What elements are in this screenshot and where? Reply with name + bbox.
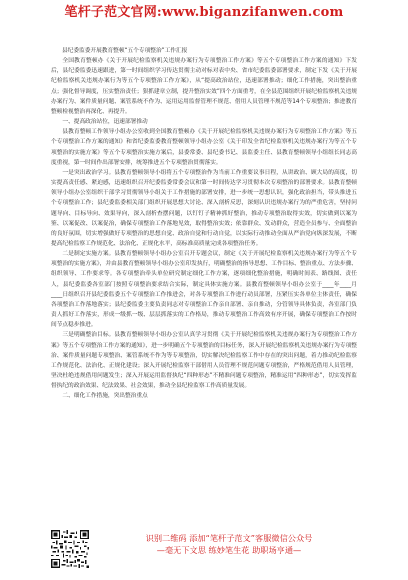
footer [51, 530, 357, 570]
body-paragraph: 二是制定实施方案。县教育整顿领导小组办公室召开专题会议，制定《关于开展纪检监察机关违规办案行为等五个专项整治的实施方案》，并由县教育整顿领导小组办公室印发执行，明确整治的指导思想、工作目标、整治重点、方法步骤、组织领导、工作要求等。各专项整治牵头单位研究制定细化工作方案，逐项细化整治措施，明确时间表、路线图、责任人，县纪委监委各室部门按照专项整治要求结合实际，制定具体实施方案。县教育整顿领导小组办公室于____年____月____日组织召开县纪委监委五个专项整治工作推进会，对各专项整治工作进行动员部署，压紧压实各单位主体责任，确保各项整治工作落地落实；县纪委监委主要负责同志对专项整治工作亲自部署、亲自推动，分管领导具体负责，各室部门负责人抓好工作落实，形成一级抓一级、层层抓落实的工作格局，推动专项整治工作高效有序开展，确保专项整治工作按时间节点稳步推进。 [51, 251, 357, 329]
document-paragraphs [51, 56, 357, 401]
banner-text: 笔杆子范文官网:www.biganzifanwen.com [64, 5, 344, 20]
document-title: 县纪委监委开展教育整顿“五个专项整治”工作汇报 [62, 48, 188, 54]
document-body [51, 46, 357, 401]
section-heading: 一、提高政治站位，迅速部署推动 [62, 119, 148, 126]
footer-line-2: —毫无下文思 练妙笔生花 助职场亨通— [156, 544, 302, 555]
body-paragraph: 三是明确整治目标。县教育整顿领导小组办公室认真学习贯彻《关于开展纪检监察机关违规办案行为专项整治工作方案》等五个专项整治工作方案的通知》，进一步明确五个专项整治的目标任务，深入开展纪检监察机关违规办案行为专项整治、案件质量问题专项整治、案管系统不作为等专项整治，切实解决纪检监察工作中存在的突出问题，着力推动纪检监察工作规范化、法治化、正规化建设；深入开展纪检监察干部借用人员管理不规范问题专项整治，严格规范借用人员管理，坚决杜绝违规借用问题发生；深入开展运用监督执纪“四种形态”不精准问题专项整治，精准运用“四种形态”，切实发挥监督执纪的政治效果、纪法效果、社会效果，推动全县纪检监察工作高质量发展。 [51, 332, 357, 390]
site-banner [0, 0, 408, 24]
body-paragraph: 一是突出政治学习。县教育整顿领导小组将五个专项整治作为当前工作重要议事日程，从讲政治、顾大局的高度，切实提高责任感、紧迫感，迅速组织召开纪委监委常委会议和第一时间传达学习贯彻本次专项整治的部署要求。县教育整顿领导小组办公室组织干部学习贯彻领导小组关于工作措施的部署安排，进一步统一思想认识，强化政治担当，带头推进五个专项整治工作；县纪委监委相关部门组织开展思想大讨论、深入剖析反思，深刻认识违规办案行为的严重危害，坚持问题导向、目标导向、效果导向，深入剖析查摆问题，以钉钉子精神抓好整治，推动专项整治取得实效，切实做到以案为鉴、以案促改、以案促治，确保专项整治工作落地见效，取得整治实效；依靠群众、发动群众，营造全员参与、全面整治的良好氛围，切实增强做好专项整治的思想自觉、政治自觉和行动自觉，以实际行动推动全面从严治党向纵深发展，不断提高纪检监察工作规范化、法治化、正规化水平，高标准高质量完成各项整治任务。 [51, 169, 357, 247]
section-heading: 二、细化工作措施，突出整治重点 [62, 393, 148, 400]
qr-code-icon[interactable] [51, 530, 89, 568]
body-paragraph: 全国教育整顿办《关于开展纪检监察机关违规办案行为专项整治工作方案》等五个专项整治工作方案的通知》下发后，县纪委监委迅速跟进，第一时间组织学习传达贯彻主动对标对表中央、省市纪委监委部署要求，制定下发《关于开展纪检监察机关违规办案行为等五个专项整治工作方案》，从“提高政治站位，迅速部署推动；细化工作措施，突出整治重点；强化督导调度，压实整治责任；狠抓建章立制，提升整治实效”四个方面重考，在全县范围组织开展纪检监察机关违规办案行为、案件质量问题、案管系统不作为、运用运用监督管理不规范、借用人员管理不规范等14个专项整治；推进教育整顿检视整治再深化、再提升。 [51, 58, 357, 115]
body-paragraph: 县教育整顿工作领导小组办公室收到全国教育整顿办《关于开展纪检监察机关违规办案行为专项整治工作方案》等五个专项整治工作方案的通知》和省纪委监委教育整顿领导小组办公室《关于印发全省纪检监察机关违规办案行为等五个专项整治的实施方案》等五个专项整治实施方案后，县委常委、县纪委书记、县监委主任、县教育整顿领导小组组长同志高度重视，第一时间作出部署安排，统筹推进五个专项整治贯彻落实。 [51, 129, 357, 166]
footer-line-1: 识别二维码 添加“笔杆子范文”客服微信公众号 [145, 533, 313, 543]
footer-text [99, 533, 359, 556]
